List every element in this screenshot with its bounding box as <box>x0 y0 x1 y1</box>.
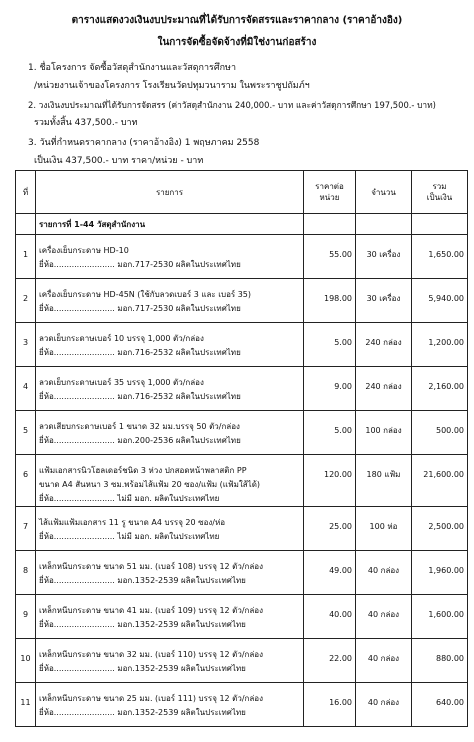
document-title: ตารางแสดงวงเงินงบประมาณที่ได้รับการจัดสรรและราคากลาง (ราคาอ้างอิง) <box>71 15 403 26</box>
row-total: 1,960.00 <box>412 551 468 595</box>
row-quantity: 40 กล่อง <box>356 639 412 683</box>
item-line: ยี่ห้อ........................ มอก.1352-2539 ผลิตในประเทศไทย <box>39 576 246 585</box>
reference-date: 3. วันที่กำหนดราคากลาง (ราคาอ้างอิง) 1 พฤษภาคม 2558 <box>28 138 260 148</box>
item-line: ยี่ห้อ........................ มอก.717-2530 ผลิตในประเทศไทย <box>39 260 241 269</box>
row-number: 2 <box>16 279 36 323</box>
header-item: รายการ <box>36 171 304 214</box>
row-quantity: 40 กล่อง <box>356 551 412 595</box>
item-line: ยี่ห้อ........................ มอก.200-2536 ผลิตในประเทศไทย <box>39 436 241 445</box>
section-title: รายการที่ 1-44 วัสดุสำนักงาน <box>36 214 304 235</box>
row-unit-price: 49.00 <box>304 551 356 595</box>
row-unit-price: 16.00 <box>304 683 356 727</box>
item-line: ขนาด A4 สันหนา 3 ซม.พร้อมไส้แฟ้ม 20 ซอง/แฟ้ม (แฟ้มใส้ได้) <box>39 480 261 489</box>
row-item <box>36 639 304 683</box>
row-number: 3 <box>16 323 36 367</box>
reference-amount: เป็นเงิน 437,500.- บาท ราคา/หน่วย - บาท <box>34 156 204 166</box>
item-line: ลวดเย็บกระดาษเบอร์ 10 บรรจุ 1,000 ตัว/กล่อง <box>39 334 204 343</box>
header-unit-price: ราคาต่อ หน่วย <box>304 171 356 214</box>
row-total: 5,940.00 <box>412 279 468 323</box>
row-unit-price: 120.00 <box>304 455 356 507</box>
row-item <box>36 507 304 551</box>
row-item <box>36 323 304 367</box>
item-line: ยี่ห้อ........................ ไม่มี มอก. ผลิตในประเทศไทย <box>39 494 220 503</box>
row-total: 640.00 <box>412 683 468 727</box>
row-number: 7 <box>16 507 36 551</box>
row-quantity: 40 กล่อง <box>356 683 412 727</box>
project-owner: /หน่วยงานเจ้าของโครงการ โรงเรียนวัดปทุมวนาราม ในพระราชูปถัมภ์ฯ <box>34 81 310 91</box>
table-row <box>16 551 468 595</box>
item-line: เครื่องเย็บกระดาษ HD-45N (ใช้กับลวดเบอร์ 3 และ เบอร์ 35) <box>39 290 252 299</box>
row-number: 1 <box>16 235 36 279</box>
row-item <box>36 455 304 507</box>
budget-line: 2. วงเงินงบประมาณที่ได้รับการจัดสรร (ค่าวัสดุสำนักงาน 240,000.- บาท และค่าวัสดุการศึกษา 197,500.- บาท) <box>28 100 436 110</box>
row-total: 1,200.00 <box>412 323 468 367</box>
row-total: 880.00 <box>412 639 468 683</box>
row-quantity: 30 เครื่อง <box>356 235 412 279</box>
row-quantity: 180 แฟ้ม <box>356 455 412 507</box>
row-total: 2,160.00 <box>412 367 468 411</box>
item-line: ยี่ห้อ........................ มอก.1352-2539 ผลิตในประเทศไทย <box>39 708 246 717</box>
row-number: 10 <box>16 639 36 683</box>
item-line: ยี่ห้อ........................ มอก.1352-2539 ผลิตในประเทศไทย <box>39 664 246 673</box>
row-total: 500.00 <box>412 411 468 455</box>
row-total: 1,650.00 <box>412 235 468 279</box>
row-item <box>36 411 304 455</box>
row-total: 21,600.00 <box>412 455 468 507</box>
row-item <box>36 279 304 323</box>
document-subtitle: ในการจัดซื้อจัดจ้างที่มิใช่งานก่อสร้าง <box>157 37 317 48</box>
item-line: ลวดเย็บกระดาษเบอร์ 35 บรรจุ 1,000 ตัว/กล่อง <box>39 378 204 387</box>
row-item <box>36 367 304 411</box>
item-line: ไส้แฟ้มแฟ้มเอกสาร 11 รู ขนาด A4 บรรจุ 20 ซอง/ห่อ <box>39 518 226 527</box>
row-quantity: 240 กล่อง <box>356 323 412 367</box>
row-unit-price: 25.00 <box>304 507 356 551</box>
row-number: 9 <box>16 595 36 639</box>
item-line: ยี่ห้อ........................ ไม่มี มอก. ผลิตในประเทศไทย <box>39 532 220 541</box>
row-unit-price: 9.00 <box>304 367 356 411</box>
row-unit-price: 22.00 <box>304 639 356 683</box>
item-line: ยี่ห้อ........................ มอก.717-2530 ผลิตในประเทศไทย <box>39 304 241 313</box>
table-row <box>16 367 468 411</box>
row-unit-price: 198.00 <box>304 279 356 323</box>
table-row <box>16 323 468 367</box>
project-name: 1. ชื่อโครงการ จัดซื้อวัสดุสำนักงานและวัสดุการศึกษา <box>28 63 237 73</box>
item-line: ยี่ห้อ........................ มอก.1352-2539 ผลิตในประเทศไทย <box>39 620 246 629</box>
row-total: 2,500.00 <box>412 507 468 551</box>
row-total: 1,600.00 <box>412 595 468 639</box>
item-line: เหล็กหนีบกระดาษ ขนาด 51 มม. (เบอร์ 108) บรรจุ 12 ตัว/กล่อง <box>39 562 264 571</box>
item-line: เหล็กหนีบกระดาษ ขนาด 32 มม. (เบอร์ 110) บรรจุ 12 ตัว/กล่อง <box>39 650 264 659</box>
row-quantity: 240 กล่อง <box>356 367 412 411</box>
row-quantity: 30 เครื่อง <box>356 279 412 323</box>
row-unit-price: 40.00 <box>304 595 356 639</box>
row-number: 4 <box>16 367 36 411</box>
row-item <box>36 595 304 639</box>
budget-total: รวมทั้งสิ้น 437,500.- บาท <box>34 118 138 128</box>
row-item <box>36 683 304 727</box>
header-no: ที่ <box>16 171 36 214</box>
table-row <box>16 507 468 551</box>
table-row <box>16 411 468 455</box>
table-row <box>16 639 468 683</box>
row-number: 6 <box>16 455 36 507</box>
section-row <box>16 214 468 235</box>
row-unit-price: 5.00 <box>304 411 356 455</box>
row-item <box>36 551 304 595</box>
table-header-row <box>16 171 468 214</box>
row-number: 11 <box>16 683 36 727</box>
header-quantity: จำนวน <box>356 171 412 214</box>
row-quantity: 40 กล่อง <box>356 595 412 639</box>
table-row <box>16 455 468 507</box>
item-line: เครื่องเย็บกระดาษ HD-10 <box>39 246 129 255</box>
table-row <box>16 683 468 727</box>
row-number: 5 <box>16 411 36 455</box>
row-quantity: 100 กล่อง <box>356 411 412 455</box>
price-table <box>15 170 468 727</box>
table-row <box>16 235 468 279</box>
item-line: แฟ้มเอกสารนิวโฮลเดอร์ชนิด 3 ห่วง ปกสอดหน้าพลาสติก PP <box>39 466 247 475</box>
row-item <box>36 235 304 279</box>
item-line: ยี่ห้อ........................ มอก.716-2532 ผลิตในประเทศไทย <box>39 392 241 401</box>
row-number: 8 <box>16 551 36 595</box>
row-unit-price: 55.00 <box>304 235 356 279</box>
row-unit-price: 5.00 <box>304 323 356 367</box>
row-quantity: 100 ห่อ <box>356 507 412 551</box>
item-line: เหล็กหนีบกระดาษ ขนาด 25 มม. (เบอร์ 111) บรรจุ 12 ตัว/กล่อง <box>39 694 264 703</box>
item-line: ยี่ห้อ........................ มอก.716-2532 ผลิตในประเทศไทย <box>39 348 241 357</box>
table-row <box>16 595 468 639</box>
item-line: ลวดเสียบกระดาษเบอร์ 1 ขนาด 32 มม.บรรจุ 50 ตัว/กล่อง <box>39 422 240 431</box>
header-total: รวม เป็นเงิน <box>412 171 468 214</box>
table-row <box>16 279 468 323</box>
item-line: เหล็กหนีบกระดาษ ขนาด 41 มม. (เบอร์ 109) บรรจุ 12 ตัว/กล่อง <box>39 606 264 615</box>
